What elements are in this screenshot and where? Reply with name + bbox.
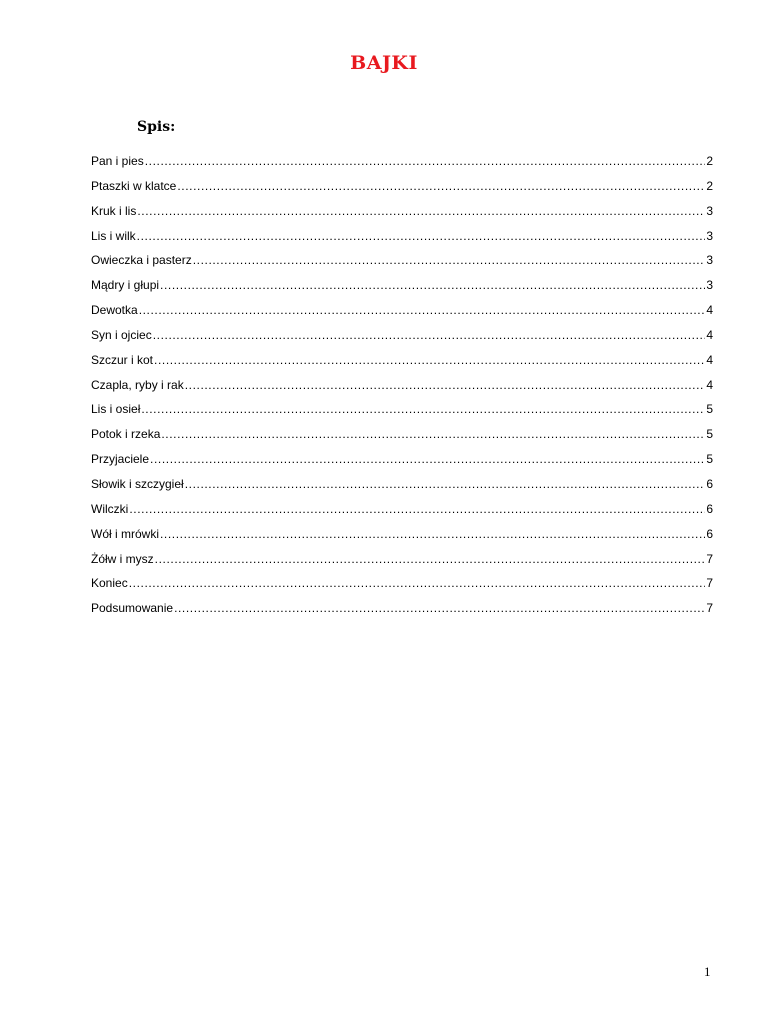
toc-entry-page: 2 bbox=[706, 178, 713, 193]
toc-entry-page: 6 bbox=[706, 526, 713, 541]
toc-entry-label: Szczur i kot bbox=[91, 352, 154, 367]
toc-entry-page: 6 bbox=[706, 501, 713, 516]
toc-leader-dots bbox=[160, 527, 705, 541]
toc-leader-dots bbox=[155, 552, 706, 566]
toc-entry[interactable] bbox=[91, 402, 713, 427]
toc-entry-page: 6 bbox=[706, 476, 713, 491]
toc-entry-label: Kruk i lis bbox=[91, 203, 137, 218]
toc-entry[interactable] bbox=[91, 552, 713, 577]
toc-entry-label: Żółw i mysz bbox=[91, 551, 154, 566]
toc-leader-dots bbox=[174, 601, 705, 615]
toc-leader-dots bbox=[129, 502, 705, 516]
toc-entry[interactable] bbox=[91, 204, 713, 229]
toc-heading: Spis: bbox=[137, 119, 176, 135]
toc-entry-page: 4 bbox=[706, 377, 713, 392]
toc-entry-page: 3 bbox=[706, 203, 713, 218]
toc-entry-label: Przyjaciele bbox=[91, 452, 150, 467]
toc-entry-label: Słowik i szczygieł bbox=[91, 476, 184, 491]
toc-entry-label: Koniec bbox=[91, 576, 128, 591]
toc-entry-label: Ptaszki w klatce bbox=[91, 178, 177, 193]
toc-entry-label: Potok i rzeka bbox=[91, 427, 161, 442]
toc-leader-dots bbox=[150, 452, 705, 466]
toc-leader-dots bbox=[193, 253, 706, 267]
toc-leader-dots bbox=[153, 328, 706, 342]
toc-leader-dots bbox=[141, 402, 705, 416]
toc-entry[interactable] bbox=[91, 328, 713, 353]
toc-entry-page: 3 bbox=[706, 253, 713, 268]
toc-entry-label: Lis i osieł bbox=[91, 402, 141, 417]
toc-entry-page: 5 bbox=[706, 452, 713, 467]
toc-entry-page: 7 bbox=[706, 576, 713, 591]
toc-leader-dots bbox=[177, 179, 705, 193]
toc-entry-label: Pan i pies bbox=[91, 154, 144, 168]
toc-leader-dots bbox=[137, 229, 706, 243]
toc-entry[interactable] bbox=[91, 229, 713, 254]
toc-entry-label: Podsumowanie bbox=[91, 601, 174, 616]
toc-entry-page: 7 bbox=[706, 601, 713, 616]
toc-entry[interactable] bbox=[91, 452, 713, 477]
toc-entry-label: Czapla, ryby i rak bbox=[91, 377, 184, 392]
toc-leader-dots bbox=[160, 278, 705, 292]
toc-entry[interactable] bbox=[91, 154, 713, 179]
toc-entry-page: 4 bbox=[706, 327, 713, 342]
toc-leader-dots bbox=[129, 576, 706, 590]
toc-entry[interactable] bbox=[91, 179, 713, 204]
document-title: BAJKI bbox=[350, 52, 418, 74]
toc-entry[interactable] bbox=[91, 378, 713, 403]
table-of-contents bbox=[91, 154, 713, 626]
toc-entry[interactable] bbox=[91, 303, 713, 328]
toc-entry-page: 5 bbox=[706, 427, 713, 442]
toc-entry-label: Syn i ojciec bbox=[91, 327, 152, 342]
toc-leader-dots bbox=[139, 303, 706, 317]
toc-entry[interactable] bbox=[91, 601, 713, 626]
toc-entry-page: 3 bbox=[706, 278, 713, 293]
toc-entry[interactable] bbox=[91, 278, 713, 303]
toc-entry[interactable] bbox=[91, 576, 713, 601]
toc-entry-label: Owieczka i pasterz bbox=[91, 253, 192, 268]
toc-leader-dots bbox=[185, 378, 706, 392]
toc-entry[interactable] bbox=[91, 353, 713, 378]
toc-entry[interactable] bbox=[91, 502, 713, 527]
toc-leader-dots bbox=[145, 154, 706, 168]
toc-leader-dots bbox=[185, 477, 706, 491]
toc-leader-dots bbox=[137, 204, 705, 218]
toc-entry-label: Lis i wilk bbox=[91, 228, 136, 243]
toc-entry[interactable] bbox=[91, 527, 713, 552]
toc-entry[interactable] bbox=[91, 427, 713, 452]
page-number: 1 bbox=[704, 964, 711, 979]
toc-entry-label: Wilczki bbox=[91, 501, 129, 516]
toc-entry-page: 7 bbox=[706, 551, 713, 566]
toc-entry[interactable] bbox=[91, 253, 713, 278]
toc-entry-page: 3 bbox=[706, 228, 713, 243]
toc-entry-page: 5 bbox=[706, 402, 713, 417]
toc-leader-dots bbox=[161, 427, 705, 441]
toc-entry-label: Wół i mrówki bbox=[91, 526, 159, 541]
toc-entry-label: Dewotka bbox=[91, 303, 138, 318]
toc-leader-dots bbox=[154, 353, 705, 367]
toc-entry-label: Mądry i głupi bbox=[91, 278, 160, 293]
toc-entry-page: 4 bbox=[706, 303, 713, 318]
toc-entry-page: 4 bbox=[706, 352, 713, 367]
toc-entry[interactable] bbox=[91, 477, 713, 502]
toc-entry-page: 2 bbox=[706, 154, 713, 168]
